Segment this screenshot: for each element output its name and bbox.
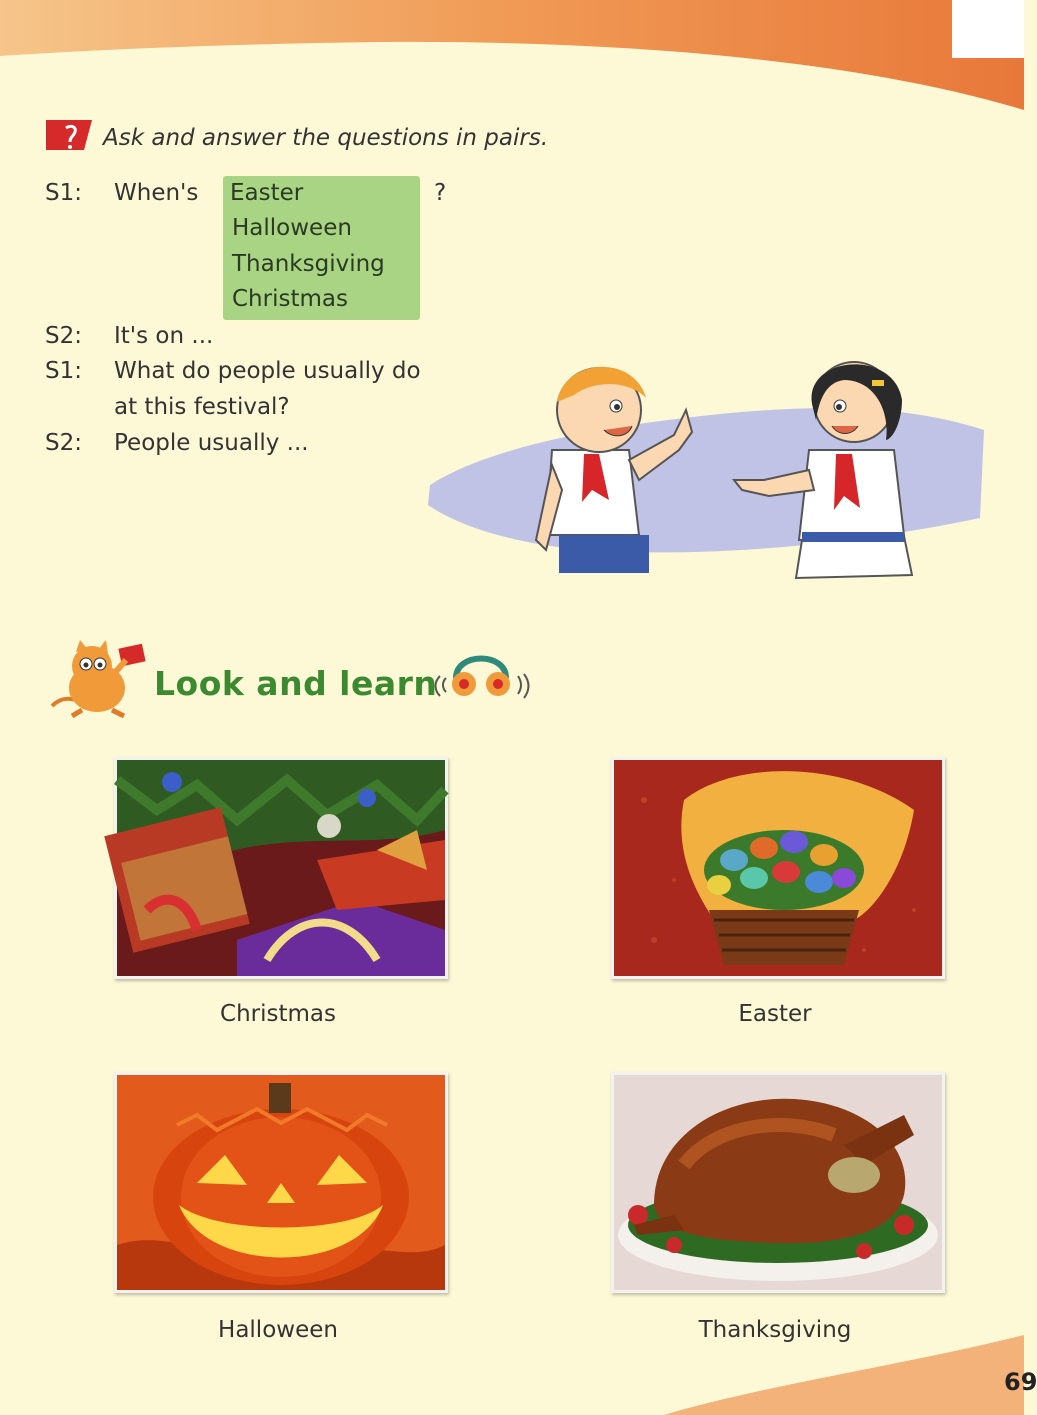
festival-option-christmas: Christmas [232,286,348,312]
speaker-s1-second: S1: [45,358,82,384]
roast-turkey-photo [611,1072,945,1293]
s2-answer: It's on ... [114,323,214,349]
page-number: 69 [1004,1368,1037,1396]
caption-easter: Easter [738,1001,812,1027]
speaker-s1: S1: [45,180,82,206]
activity-instruction: Ask and answer the questions in pairs. [103,125,549,151]
children-talking-illustration [424,340,990,585]
speaker-s2-second: S2: [45,430,82,456]
caption-christmas: Christmas [220,1001,336,1027]
easter-eggs-basket-photo [611,757,945,979]
s1-question-line2: at this festival? [114,394,290,420]
s2-answer-second: People usually ... [114,430,309,456]
top-decorative-band [0,0,1024,120]
caption-thanksgiving: Thanksgiving [698,1317,852,1343]
headphones-icon[interactable] [434,644,534,704]
s1-question-line1: What do people usually do [114,358,421,384]
s1-question-start: When's [114,180,199,206]
jack-o-lantern-photo [114,1072,448,1293]
bottom-decorative-band [604,1295,1037,1415]
speaker-s2: S2: [45,323,82,349]
question-mark: ? [434,180,447,206]
christmas-presents-photo [114,757,448,979]
festival-option-thanksgiving: Thanksgiving [232,251,385,277]
look-and-learn-title: Look and learn [154,664,438,703]
speech-activity-icon [44,116,94,156]
cat-reading-icon [42,636,154,718]
caption-halloween: Halloween [218,1317,338,1343]
festival-option-easter: Easter [230,180,304,206]
festival-option-halloween: Halloween [232,215,352,241]
corner-blank [952,0,1024,58]
